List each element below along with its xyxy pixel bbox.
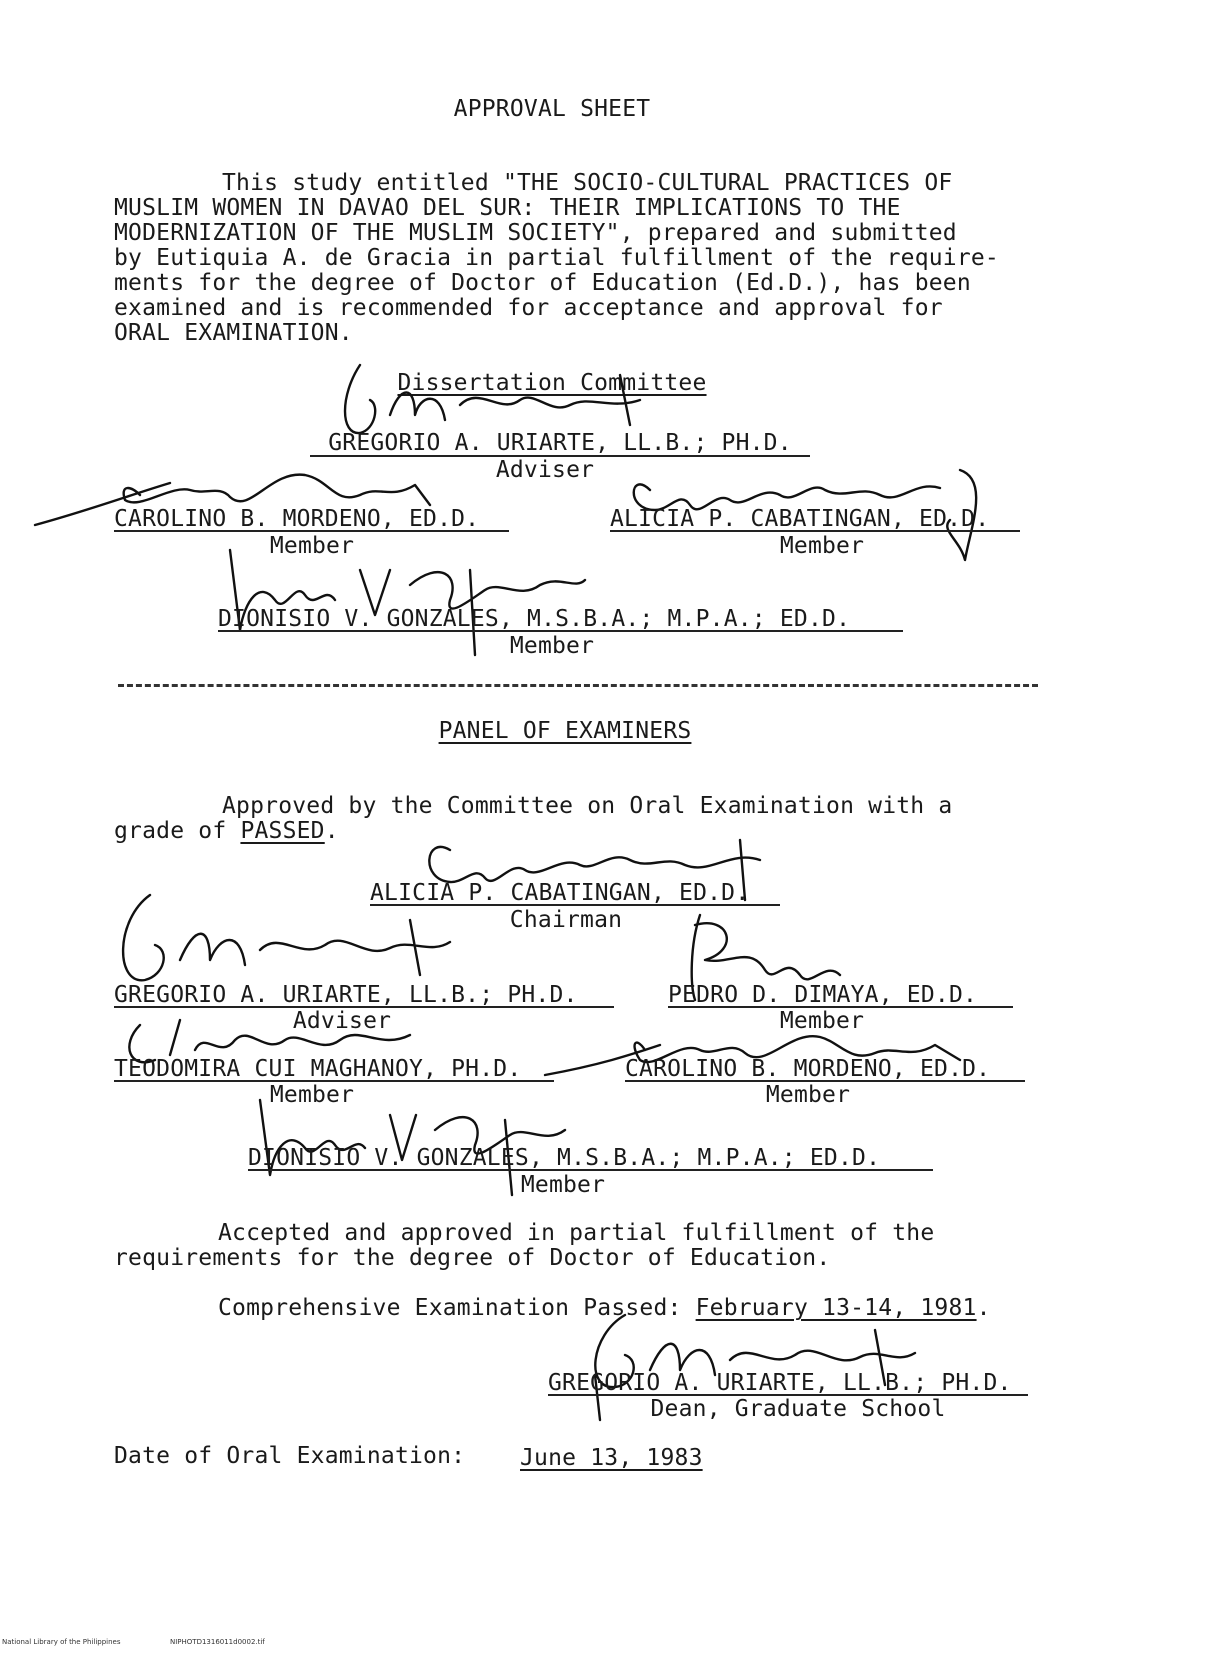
panel-uriarte-signature [100,880,460,990]
committee-adviser-role: Adviser [495,457,595,483]
panel-dimaya-role: Member [779,1008,865,1034]
comprehensive-date: February 13-14, 1981 [695,1295,977,1321]
panel-maghanoy-name: TEODOMIRA CUI MAGHANOY, PH.D. [114,1056,522,1082]
panel-dimaya-name: PEDRO D. DIMAYA, ED.D. [668,982,978,1008]
committee-adviser-name: GREGORIO A. URIARTE, LL.B.; PH.D. [328,430,792,456]
panel-gonzales-role: Member [520,1172,606,1198]
acceptance-line1: Accepted and approved in partial fulfillment of the [218,1220,935,1246]
panel-grade: PASSED [240,818,325,844]
committee-member1-name: CAROLINO B. MORDENO, ED.D. [114,506,480,532]
committee-member3-role: Member [509,633,595,659]
section-divider [118,684,1038,687]
panel-heading: PANEL OF EXAMINERS [438,718,692,744]
committee-heading: Dissertation Committee [397,370,707,396]
dean-name: GREGORIO A. URIARTE, LL.B.; PH.D. [548,1370,1012,1396]
intro-line-4: by Eutiquia A. de Gracia in partial fulfillment of the require- [114,245,999,271]
panel-mordeno-role: Member [765,1082,851,1108]
intro-line-3: MODERNIZATION OF THE MUSLIM SOCIETY", prepared and submitted [114,220,957,246]
intro-line-6: examined and is recommended for acceptance and approval for [114,295,943,321]
page-title: APPROVAL SHEET [453,96,651,122]
comprehensive-suffix: . [976,1295,991,1321]
intro-line-5: ments for the degree of Doctor of Education (Ed.D.), has been [114,270,971,296]
panel-approved-suffix: . [324,818,339,844]
panel-approved-line1: Approved by the Committee on Oral Examination with a [222,793,953,819]
panel-gonzales-name: DIONISIO V. GONZALES, M.S.B.A.; M.P.A.; ED.D. [248,1145,881,1171]
panel-approved-prefix: grade of [114,818,241,844]
panel-adviser-role: Adviser [292,1008,392,1034]
intro-line-7: ORAL EXAMINATION. [114,320,353,346]
comprehensive-label: Comprehensive Examination Passed: [218,1295,696,1321]
panel-maghanoy-role: Member [269,1082,355,1108]
committee-member3-name: DIONISIO V. GONZALES, M.S.B.A.; M.P.A.; ED.D. [218,606,851,632]
acceptance-line2: requirements for the degree of Doctor of Education. [114,1245,831,1271]
footer-library: National Library of the Philippines [2,1638,121,1646]
chairman-name: ALICIA P. CABATINGAN, ED.D. [370,880,750,906]
committee-member2-name: ALICIA P. CABATINGAN, ED.D. [610,506,990,532]
intro-line-1: This study entitled "THE SOCIO-CULTURAL PRACTICES OF [222,170,953,196]
committee-member2-role: Member [779,533,865,559]
panel-adviser-name: GREGORIO A. URIARTE, LL.B.; PH.D. [114,982,578,1008]
oral-exam-date: June 13, 1983 [520,1445,703,1471]
footer-code: NIPHOTD1316011d0002.tif [170,1638,265,1646]
chairman-role: Chairman [509,907,623,933]
panel-mordeno-name: CAROLINO B. MORDENO, ED.D. [625,1056,991,1082]
dean-role: Dean, Graduate School [650,1396,946,1422]
intro-line-2: MUSLIM WOMEN IN DAVAO DEL SUR: THEIR IMPLICATIONS TO THE [114,195,901,221]
committee-member1-role: Member [269,533,355,559]
oral-exam-label: Date of Oral Examination: [114,1443,466,1469]
panel-approved-line2 [114,818,339,844]
